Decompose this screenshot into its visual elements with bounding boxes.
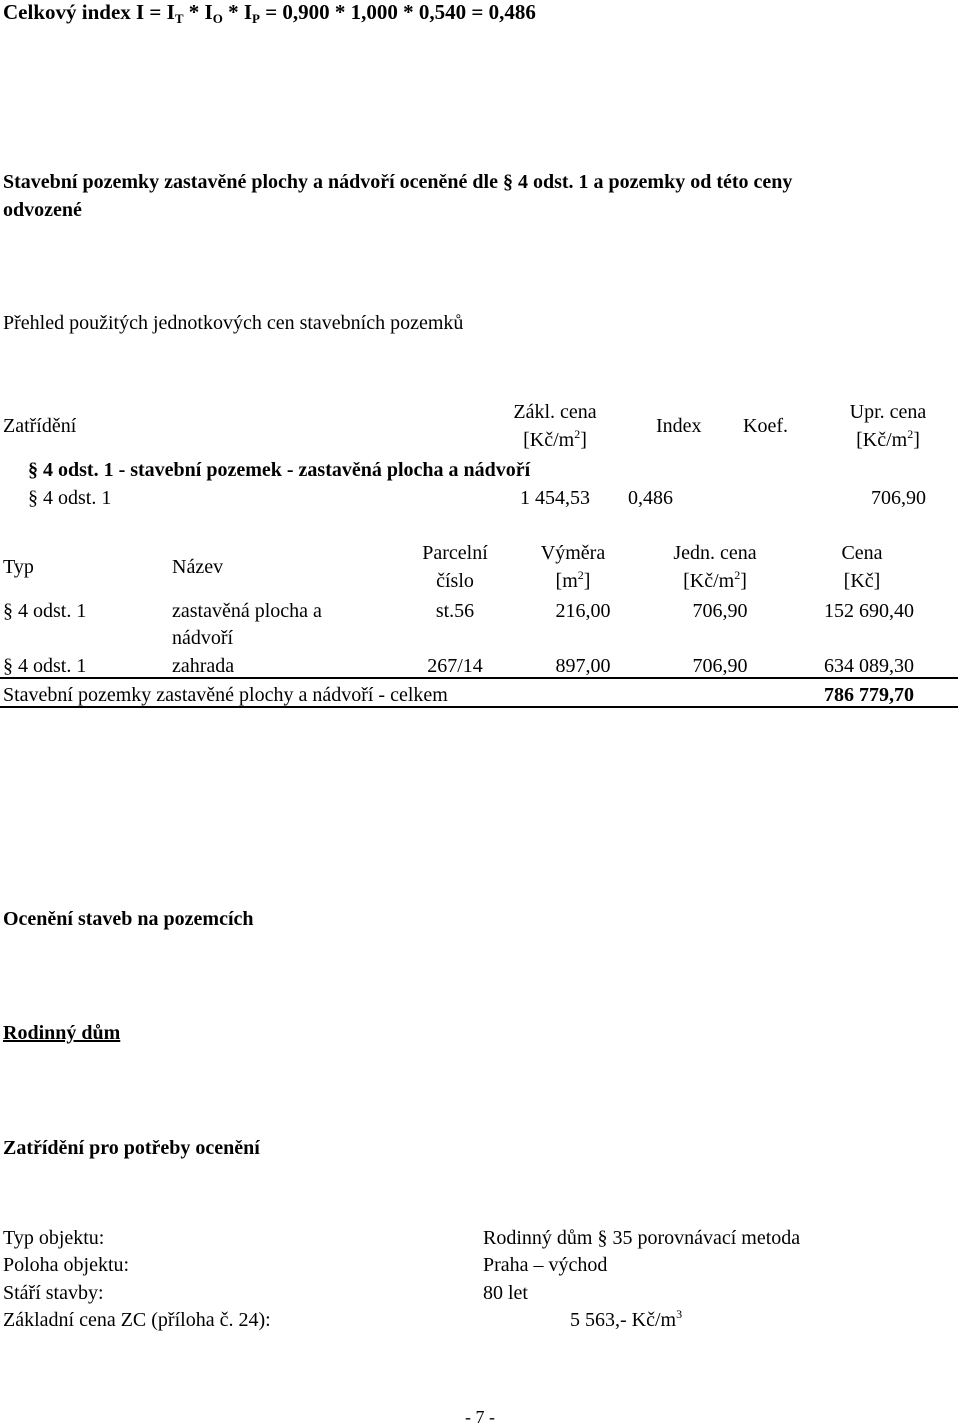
classification-heading: Zatřídění pro potřeby ocenění <box>3 1137 260 1159</box>
table-divider-bottom <box>0 706 958 708</box>
overview-title: Přehled použitých jednotkových cen stavebních pozemků <box>3 312 464 334</box>
header-index: Index <box>656 415 702 437</box>
section-heading-line1: Stavební pozemky zastavěné plochy a nádvoří oceněné dle § 4 odst. 1 a pozemky od této ceny <box>3 171 793 193</box>
header-upr-cena-unit: $[Kč/m^2]$ <box>856 427 920 451</box>
detail-value: 80 let <box>483 1282 528 1304</box>
section-heading-line2: odvozené <box>3 199 82 221</box>
price-row-upr-cena: 706,90 <box>871 487 926 509</box>
price-row-zakl-cena: 1 454,53 <box>520 487 590 509</box>
table-row-jedn-cena: 706,90 <box>692 655 748 677</box>
header-cena: Cena <box>841 542 883 564</box>
header-vymera-unit: $[m^2]$ <box>555 568 591 592</box>
header-koef: Koef. <box>743 415 788 437</box>
header-jedn-cena-unit: $[Kč/m^2]$ <box>683 568 747 592</box>
total-value: 786 779,70 <box>824 684 914 706</box>
detail-label: Poloha objektu: <box>3 1254 130 1276</box>
header-zakl-cena: Zákl. cena <box>513 401 597 423</box>
page-number: - 7 - <box>465 1407 495 1427</box>
header-zatrideni: Zatřídění <box>3 415 77 437</box>
table-row-typ: § 4 odst. 1 <box>3 600 87 622</box>
buildings-heading: Ocenění staveb na pozemcích <box>3 908 254 930</box>
header-nazev: Název <box>172 556 224 578</box>
total-label: Stavební pozemky zastavěné plochy a nádvoří - celkem <box>3 684 448 706</box>
price-row-index: 0,486 <box>628 487 673 509</box>
table-divider-top <box>0 677 958 679</box>
header-zakl-cena-unit: $[Kč/m^2]$ <box>523 427 587 451</box>
header-typ: Typ <box>3 556 34 578</box>
table-row-nazev: zahrada <box>172 655 235 677</box>
price-group-label: § 4 odst. 1 - stavební pozemek - zastavěná plocha a nádvoří <box>28 459 531 481</box>
base-price-value: 5 563,- $Kč/m^3$ <box>570 1307 683 1331</box>
table-row-cena: 152 690,40 <box>824 600 914 622</box>
table-row-vymera: 897,00 <box>555 655 611 677</box>
table-row-parcela: st.56 <box>435 600 475 622</box>
header-vymera: Výměra <box>540 542 606 564</box>
header-jedn-cena: Jedn. cena <box>673 542 757 564</box>
table-row-typ: § 4 odst. 1 <box>3 655 87 677</box>
table-row-parcela: 267/14 <box>427 655 483 677</box>
table-row-jedn-cena: 706,90 <box>692 600 748 622</box>
detail-label: Stáří stavby: <box>3 1282 104 1304</box>
header-parcelni-cislo: číslo <box>436 570 474 592</box>
index-formula: Celkový index $I = I_T * I_O * I_P = 0,900 * 1,000 * 0,540 = 0,486$ <box>3 0 536 26</box>
table-row-vymera: 216,00 <box>555 600 611 622</box>
table-row-nazev: zastavěná plocha a <box>172 600 322 622</box>
price-row-zatrideni: § 4 odst. 1 <box>28 487 112 509</box>
table-row-nazev-cont: nádvoří <box>172 627 234 649</box>
table-row-cena: 634 089,30 <box>824 655 914 677</box>
detail-value: Rodinný dům § 35 porovnávací metoda <box>483 1227 801 1249</box>
header-upr-cena: Upr. cena <box>849 401 927 423</box>
header-cena-unit: [Kč] <box>843 570 881 592</box>
detail-label: Typ objektu: <box>3 1227 105 1249</box>
detail-value: Praha – východ <box>483 1254 608 1276</box>
base-price-label: Základní cena ZC (příloha č. 24): <box>3 1309 271 1331</box>
header-parcelni: Parcelní <box>422 542 488 564</box>
house-heading: Rodinný dům <box>3 1022 121 1044</box>
